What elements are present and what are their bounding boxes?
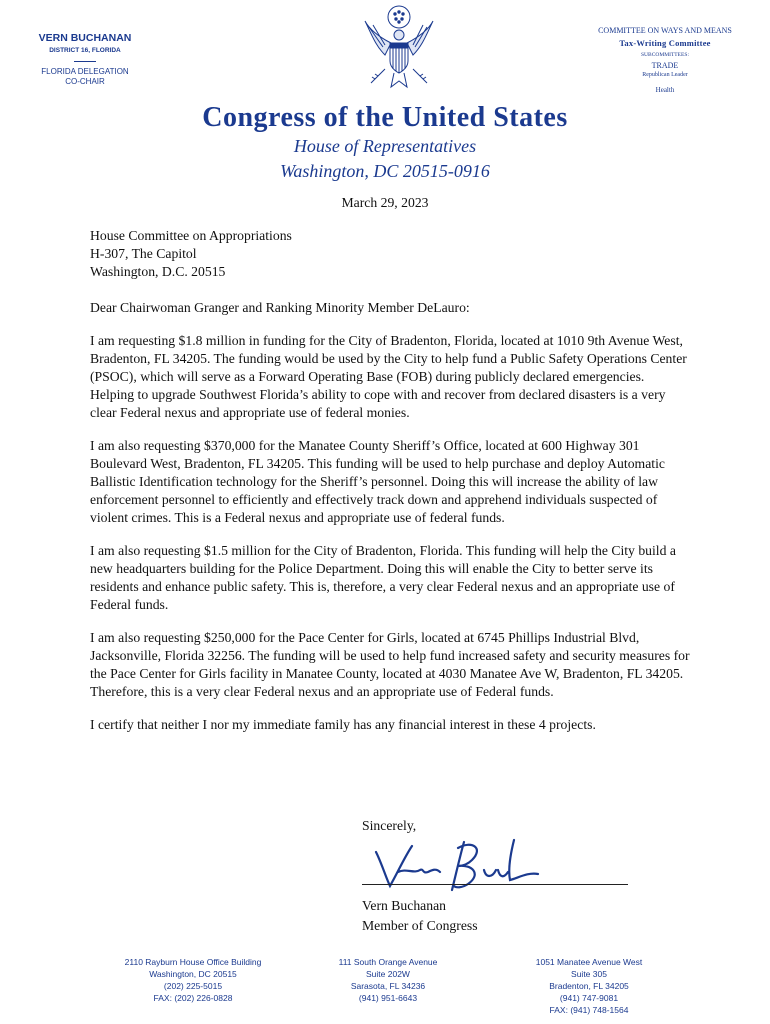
letter-date: March 29, 2023 bbox=[341, 195, 429, 210]
letter-body bbox=[90, 194, 690, 734]
office-line: 1051 Manatee Avenue West bbox=[535, 957, 643, 967]
office-line: 111 South Orange Avenue bbox=[338, 957, 438, 967]
subcommittee-role: Republican Leader bbox=[642, 72, 688, 78]
office-line: 2110 Rayburn House Office Building bbox=[124, 957, 262, 967]
office-line: Suite 305 bbox=[571, 969, 607, 979]
letterhead-city: Washington, DC 20515-0916 bbox=[280, 161, 490, 181]
office-line: (202) 225-5015 bbox=[163, 981, 223, 991]
subcommittee-trade: TRADE bbox=[651, 61, 679, 70]
letterhead-house: House of Representatives bbox=[293, 136, 477, 156]
great-seal-icon bbox=[361, 3, 437, 97]
letter-paragraph: I am also requesting $250,000 for the Pace Center for Girls, located at 6745 Phillips Industrial Blvd, Jacksonville, Florida 32256. The funding will be used to help fund increased safety and security measures for the Pace Center for Girls facility in Manatee County, located at 4030 Manatee Ave W, Bradenton, FL 34205. Therefore, this is a very clear Federal nexus and an appropriate use of Federal funds. bbox=[90, 630, 690, 699]
member-header bbox=[20, 32, 150, 87]
subcommittees-label: SUBCOMMITTEES: bbox=[641, 52, 689, 58]
office-address-dc bbox=[103, 956, 283, 1004]
subcommittee-health: Health bbox=[655, 86, 675, 94]
signer-name: Vern Buchanan bbox=[362, 898, 446, 913]
office-line: (941) 951-6643 bbox=[358, 993, 418, 1003]
office-line: Sarasota, FL 34236 bbox=[350, 981, 426, 991]
office-address-bradenton bbox=[499, 956, 679, 1016]
member-district: DISTRICT 16, FLORIDA bbox=[49, 47, 121, 54]
member-name: VERN BUCHANAN bbox=[38, 32, 132, 44]
salutation: Dear Chairwoman Granger and Ranking Minority Member DeLauro: bbox=[90, 300, 470, 315]
office-line: FAX: (202) 226-0828 bbox=[153, 993, 233, 1003]
office-line: (941) 747-9081 bbox=[559, 993, 619, 1003]
recipient-line: Washington, D.C. 20515 bbox=[90, 264, 226, 279]
header-divider bbox=[74, 61, 96, 62]
letter-paragraph: I am requesting $1.8 million in funding for the City of Bradenton, Florida, located at 1010 9th Avenue West, Bradenton, FL 34205. The funding would be used by the City to help fund a Public Safety Operations Center (PSOC), which will serve as a Forward Operating Base (FOB) during publicly declared emergencies. Helping to upgrade Southwest Florida’s ability to cope with and recover from declared disasters is a very clear Federal nexus and appropriate use of federal monies. bbox=[90, 333, 687, 420]
handwritten-signature bbox=[368, 834, 558, 894]
committee-header bbox=[560, 26, 770, 94]
letter-paragraph: I am also requesting $1.5 million for the City of Bradenton, Florida. This funding will help the City build a new headquarters building for the Police Department. Doing this will enable the City to better serve its residents and enhance public safety. This is, therefore, a very clear Federal nexus and an appropriate use of Federal funds. bbox=[90, 543, 676, 612]
committee-description: Tax-Writing Committee bbox=[619, 38, 711, 48]
closing: Sincerely, bbox=[362, 818, 417, 833]
delegation-line-2: CO-CHAIR bbox=[65, 77, 105, 86]
office-line: Washington, DC 20515 bbox=[149, 969, 237, 979]
delegation-line-1: FLORIDA DELEGATION bbox=[41, 67, 129, 76]
signer-title: Member of Congress bbox=[362, 918, 478, 933]
signature-line bbox=[362, 884, 628, 885]
committee-name: COMMITTEE ON WAYS AND MEANS bbox=[598, 26, 732, 35]
office-line: FAX: (941) 748-1564 bbox=[549, 1005, 629, 1015]
letterhead-title: Congress of the United States bbox=[202, 102, 568, 133]
office-address-sarasota bbox=[298, 956, 478, 1004]
recipient-line: House Committee on Appropriations bbox=[90, 228, 292, 243]
office-line: Suite 202W bbox=[366, 969, 410, 979]
recipient-line: H-307, The Capitol bbox=[90, 246, 197, 261]
office-line: Bradenton, FL 34205 bbox=[549, 981, 629, 991]
letter-paragraph: I certify that neither I nor my immediate family has any financial interest in these 4 projects. bbox=[90, 717, 596, 732]
letter-paragraph: I am also requesting $370,000 for the Manatee County Sheriff’s Office, located at 600 Highway 301 Boulevard West, Bradenton, FL 34205. This funding will be used to help purchase and deploy Automatic Ballistic Identification technology for the Sheriff’s personnel. Doing this will increase the ability of law enforcement personnel to efficiently and effectively track down and apprehend individuals suspected of violent crimes. This is a Federal nexus and appropriate use of federal funds. bbox=[90, 438, 665, 525]
